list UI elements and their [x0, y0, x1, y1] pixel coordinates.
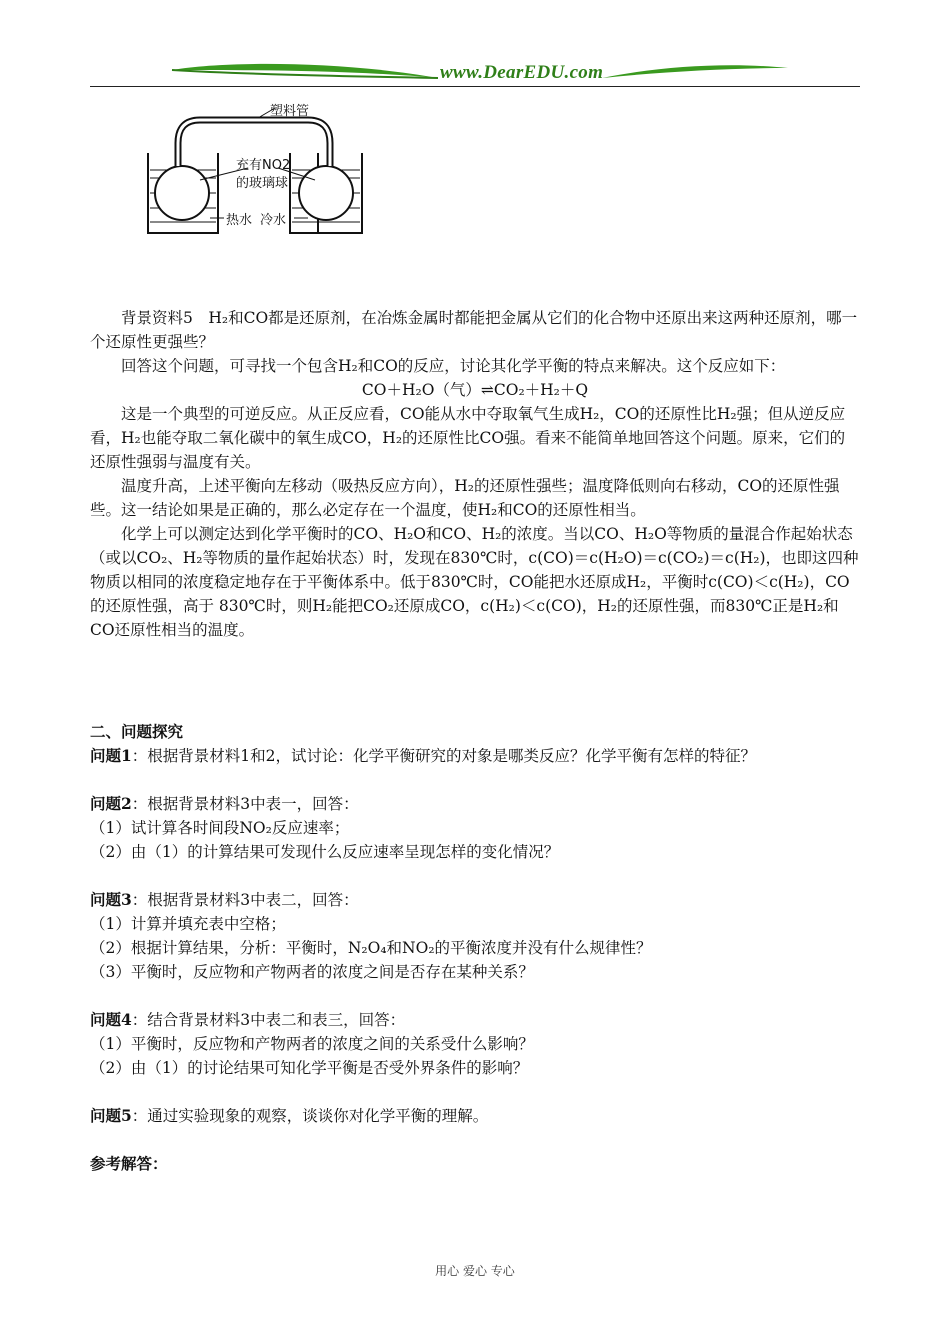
question-4: [90, 1008, 860, 1032]
apparatus-figure: [140, 98, 370, 248]
question-3: [90, 888, 860, 912]
q2-item: （1）试计算各时间段NO₂反应速率；: [90, 819, 350, 837]
section-title: 二、问题探究: [90, 722, 184, 741]
q4-label: 问题4: [90, 1010, 132, 1029]
bg5-paragraph-5: 化学上可以测定达到化学平衡时的CO、H₂O和CO、H₂的浓度。当以CO、H₂O等物质的量混合作起始状态（或以CO₂、H₂等物质的量作起始状态）时，发现在830℃时，c(CO)＝c(H₂O)＝c(CO₂)＝c(H₂)，也即这四种物质以相同的浓度稳定地存在于平衡体系中。低于830℃时，CO能把水还原成H₂，平衡时c(CO)＜c(H₂)，CO的还原性强，高于 830℃时，则H₂能把CO₂还原成CO，c(H₂)＜c(CO)，H₂的还原性强，而830℃正是H₂和CO还原性相当的温度。: [90, 525, 859, 639]
q2-text: ：根据背景材料3中表一，回答：: [131, 795, 359, 813]
q4-item: （1）平衡时，反应物和产物两者的浓度之间的关系受什么影响？: [90, 1035, 534, 1053]
bg5-paragraph-2: 回答这个问题，可寻找一个包含H₂和CO的反应，讨论其化学平衡的特点来解决。这个反应如下：: [121, 357, 786, 375]
q1-text: ：根据背景材料1和2，试讨论：化学平衡研究的对象是哪类反应？化学平衡有怎样的特征？: [131, 747, 757, 765]
answer-heading: 参考解答：: [90, 1154, 168, 1173]
hot-water-label: 热水: [226, 213, 253, 228]
q5-text: ：通过实验现象的观察，谈谈你对化学平衡的理解。: [131, 1107, 489, 1125]
question-5: [90, 1104, 860, 1128]
bg5-paragraph-4: 温度升高，上述平衡向左移动（吸热反应方向），H₂的还原性强些；温度降低则向右移动，CO的还原性强些。这一结论如果是正确的，那么必定存在一个温度，使H₂和CO的还原性相当。: [90, 477, 840, 519]
q3-item: （2）根据计算结果，分析：平衡时，N₂O₄和NO₂的平衡浓度并没有什么规律性？: [90, 939, 652, 957]
q3-label: 问题3: [90, 890, 132, 909]
q3-text: ：根据背景材料3中表二，回答：: [131, 891, 359, 909]
q4-text: ：结合背景材料3中表二和表三，回答：: [131, 1011, 406, 1029]
q2-item: （2）由（1）的计算结果可发现什么反应速率呈现怎样的变化情况？: [90, 843, 560, 861]
q3-item: （1）计算并填充表中空格；: [90, 915, 286, 933]
question-section: [90, 720, 860, 1176]
question-2: [90, 792, 860, 816]
question-1: [90, 744, 860, 768]
reaction-equation: CO＋H₂O（气）⇌CO₂＋H₂＋Q: [361, 381, 589, 399]
page-header: [90, 58, 860, 92]
q4-item: （2）由（1）的讨论结果可知化学平衡是否受外界条件的影响？: [90, 1059, 529, 1077]
cold-water-label: 冷水: [260, 213, 287, 228]
ball-label-line1: 充有NO2: [236, 158, 291, 173]
bg5-paragraph-1: 背景资料5 H₂和CO都是还原剂，在冶炼金属时都能把金属从它们的化合物中还原出来这两种还原剂，哪一个还原性更强些？: [90, 309, 858, 351]
bg5-paragraph-3: 这是一个典型的可逆反应。从正反应看，CO能从水中夺取氧气生成H₂，CO的还原性比H₂强；但从逆反应看，H₂也能夺取二氧化碳中的氧生成CO，H₂的还原性比CO强。看来不能简单地回答这个问题。原来，它们的还原性强弱与温度有关。: [90, 405, 846, 471]
background-material-5: [90, 306, 860, 642]
site-logo-text: www.DearEDU.com: [440, 62, 604, 83]
left-swoosh-icon: [170, 58, 440, 86]
tube-label: 塑料管: [270, 104, 310, 119]
header-rule: [90, 86, 860, 87]
q1-label: 问题1: [90, 746, 132, 765]
q5-label: 问题5: [90, 1106, 132, 1125]
ball-label-line2: 的玻璃球: [236, 176, 289, 191]
right-swoosh-icon: [600, 58, 790, 86]
q2-label: 问题2: [90, 794, 132, 813]
q3-item: （3）平衡时，反应物和产物两者的浓度之间是否存在某种关系？: [90, 963, 534, 981]
page-footer: 用心 爱心 专心: [435, 1264, 515, 1278]
